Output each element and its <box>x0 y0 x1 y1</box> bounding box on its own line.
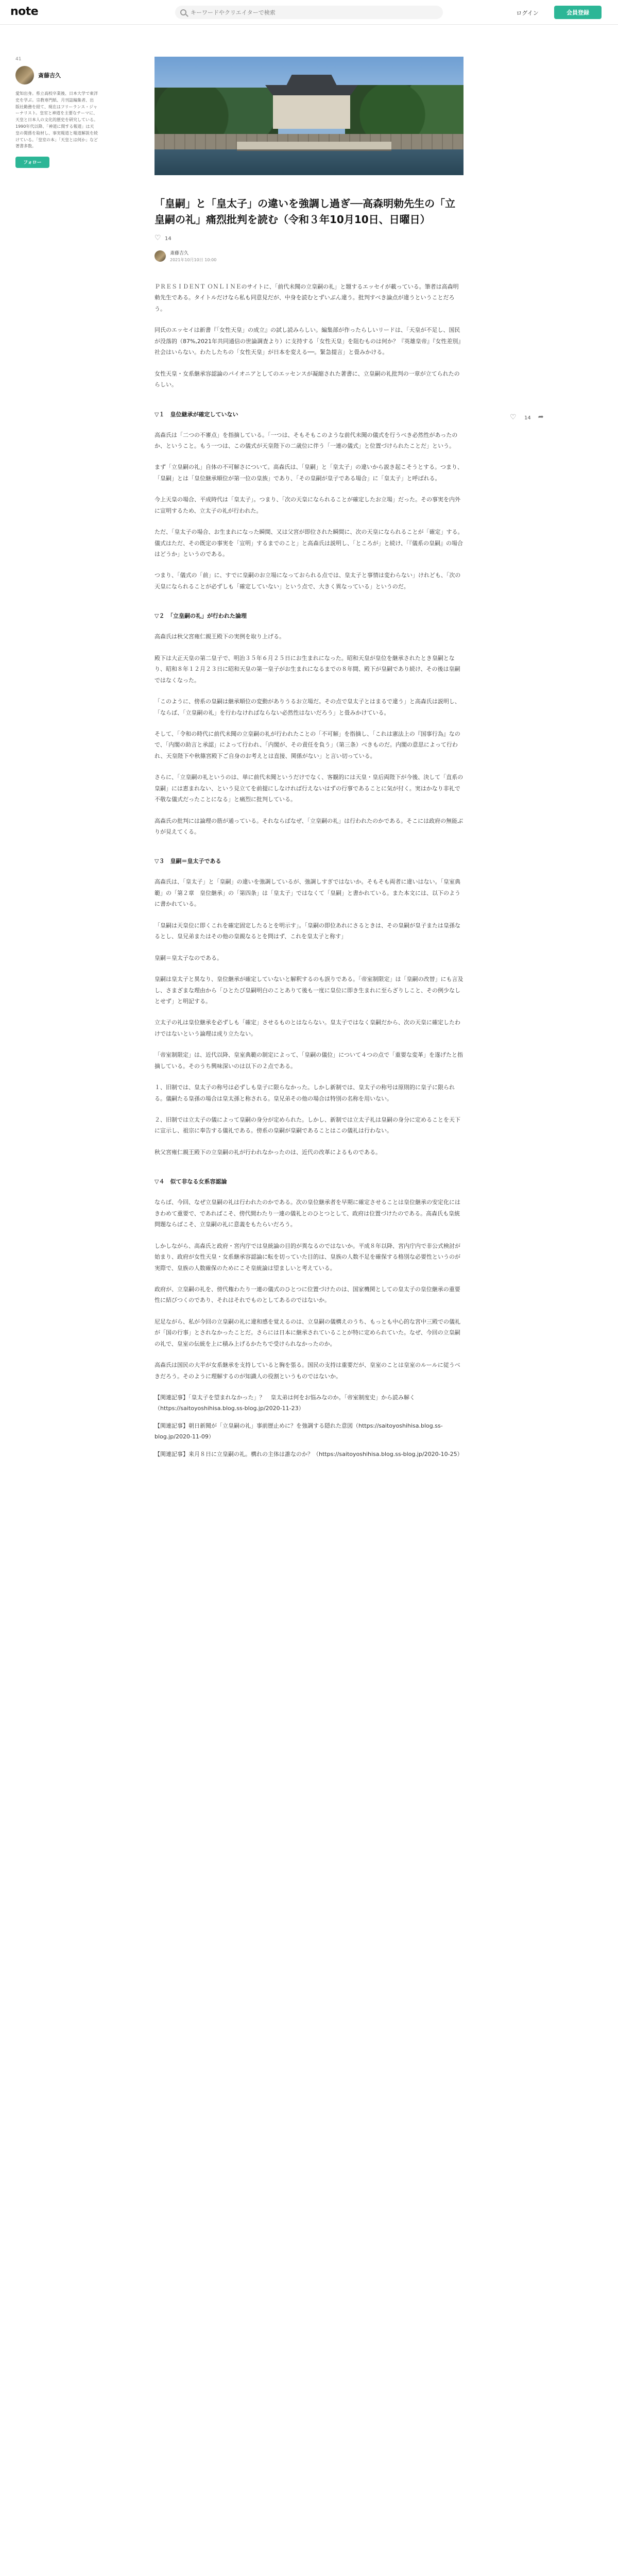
hero-image <box>154 57 464 175</box>
like-row[interactable] <box>154 235 464 242</box>
author-avatar[interactable] <box>154 250 166 262</box>
section-heading-2: ▽２ 「立皇嗣の礼」が行われた論理 <box>154 613 247 620</box>
search-bar[interactable] <box>175 6 443 19</box>
author-name[interactable]: 斎藤吉久 <box>170 251 189 256</box>
paragraph: 高森氏は秋父宮雍仁親王殿下の実例を取り上げる。 <box>154 633 285 640</box>
paragraph: 「皇嗣は天皇位に即くこれを確定固定したるとを明示す」。「皇嗣の即位あれにさるときは、その皇嗣が皇子または皇孫なるとし、皇兄弟またはその他の皇親なるとを問はず、これを皇太子と称す」 <box>154 922 460 940</box>
share-icon[interactable] <box>538 414 545 421</box>
paragraph: 殿下は大正天皇の第二皇子で、明治３５年６月２５日にお生まれになった。昭和天皇が皇位を継承されたとき皇嗣となり、昭和８年１２月２３日に昭和天皇の第一皇子がお生まれになるまでの８年間、殿下が皇嗣であり続け、その後は皇嗣ではなくなった。 <box>154 654 460 684</box>
publish-date: 2021年10月10日 10:00 <box>170 258 217 262</box>
paragraph: ＰＲＥＳＩＤＥＮＴ ＯＮＬＩＮＥのサイトに、「前代未聞の立皇嗣の礼」と題するエッセイが載っている。筆者は高森明勅先生である。タイトルだけなら私も同意見だが、中身を読むとずいぶん違う。批判すべき論点が違うということだろう。 <box>154 283 459 312</box>
article-body <box>154 281 464 1460</box>
paragraph: 女性天皇・女系継承容認論のパイオニアとしてのエッセンスが凝縮された著書に、立皇嗣の礼批判の一章が立てられたのらしい。 <box>154 370 460 388</box>
paragraph: 立太子の礼は皇位継承を必ずしも「確定」させるものとはならない。皇太子ではなく皇嗣だから、次の天皇に確定したわけではないという論理は成り立たない。 <box>154 1019 460 1037</box>
hero-castle-wall <box>273 93 350 129</box>
author-row[interactable] <box>154 249 464 263</box>
hero-castle-roof <box>265 85 358 95</box>
section-heading-4: ▽４ 似て非なる女系容認論 <box>154 1178 227 1185</box>
paragraph: 今上天皇の場合、平成時代は「皇太子」。つまり、「次の天皇になられることが確定したお立場」だった。その事実を内外に宣明するため、立太子の礼が行われた。 <box>154 496 460 514</box>
paragraph: まず「立皇嗣の礼」自体の不可解さについて。高森氏は、「皇嗣」と「皇太子」の違いから説き起こそうとする。つまり、「皇嗣」とは「皇位継承順位が第一位の皇族」であり、「その皇嗣が皇子である場合」に「皇太子」と呼ばれる。 <box>154 464 464 482</box>
search-input[interactable] <box>191 9 427 16</box>
paragraph: そして、「令和の時代に前代未聞の立皇嗣の礼が行われたことの「不可解」を指摘し、「これは憲法上の『国事行為』なので、「内閣の助言と承認」によって行われ、「内閣が、その責任を負う」（第三条）べきものだ。内閣の意思によって行われ、天皇陛下や秋篠宮殿下ご自身のお考えとは直接、関係がない」と言い切っている。 <box>154 730 460 759</box>
paragraph: 皇嗣＝皇太子なのである。 <box>154 954 222 961</box>
article-title: 「皇嗣」と「皇太子」の違いを強調し過ぎ──高森明勅先生の「立皇嗣の礼」痛烈批判を読む（令和３年10月10日、日曜日） <box>154 197 456 226</box>
sidebar-label: 41 <box>15 57 22 62</box>
float-like-count: 14 <box>524 415 531 421</box>
floating-actions <box>510 414 545 421</box>
paragraph: 政府が、立皇嗣の礼を、傍代権わたり一連の儀式のひとつに位置づけたのは、国家機関としての皇太子の皇位継承の重要性に結びつくのであり、それはそれでものとしてあるのではないか。 <box>154 1285 460 1304</box>
avatar[interactable] <box>15 66 34 84</box>
paragraph: さらに、「立皇嗣の礼というのは、単に前代未聞というだけでなく、客観的には天皇・皇后両陛下が今後、決して「直系の皇嗣」には恵まれない、という見立てを前提にしなければ行えないはずの行事であることに気が付く。実はかなり非礼で不敬な儀式だったことになる」と痛烈に批判している。 <box>154 774 464 803</box>
paragraph: 秋父宮雍仁親王殿下の立皇嗣の礼が行われなかったのは、近代の改革によるものである。 <box>154 1148 381 1156</box>
paragraph: 尼足ながら、私が今回の立皇嗣の礼に違和感を覚えるのは、立皇嗣の儀構えのうち、もっとも中心的な宮中三殿での儀礼が「国の行事」とされなかったことだ。さらには日本に継承されていることが特に定められていた。なぜ、今回の立皇嗣の礼で、皇室の伝統を上に積み上げるかたちで受けられなかったのか。 <box>154 1318 460 1347</box>
paragraph: ただ、「皇太子の場合、お生まれになった瞬間、又は父宮が即位された瞬間に、次の天皇になられることが「確定」する。儀式はただ、その既定の事実を「宣明」するまでのこと」と高森氏は説明し、「ところが」と続け、「『儀系の皇嗣』の場合はどうか」というのである。 <box>154 529 464 557</box>
author-meta <box>170 249 216 263</box>
follow-button[interactable]: フォロー <box>15 157 49 168</box>
paragraph: 高森氏は「二つの不審点」を指摘している。「一つは、そもそもこのような前代未聞の儀式を行うべき必然性があったのか、ということ。もう一つは、この儀式が天皇陛下の二歳位に伴う「一連の儀式」と位置づけられたことだ」という。 <box>154 431 458 449</box>
paragraph: ２、旧制では立太子の儀によって皇嗣の身分が定められた。しかし、新制では立太子礼は皇嗣の身分に定めることを天下に宣示し、祖宗に奉告する儀礼である。傍系の皇嗣が皇嗣であることはこの儀礼は行わない。 <box>154 1116 460 1134</box>
paragraph: しかしながら、高森氏と政府・宮内庁では皇統論の目的が異なるのではないか。平成８年以降、宮内庁内で非公式検討が始まり、政府が女性天皇・女系継承容認論に転を切っていた目的は、皇族の人数不足を確保する格別な必要性というのが実際で、皇族の人数確保のためにこそ皇統論は望ましいと考えている。 <box>154 1242 460 1272</box>
section-heading-1: ▽１ 皇位継承が確定していない <box>154 411 238 418</box>
sidebar-bio: 愛知出身。県立高校卒業後、日本大学で東洋史を学ぶ。宗教専門紙、月刊誌編集者、出版社勤務を経て、現在はフリーランス・ジャーナリスト。皇室と神道を主要なテーマに、天皇と日本人の文化的歴史を研究している。1990年代以降、「神道に関する報道」は天皇の関係を取材し、事実報道と報道解説を続けている。「皇室の本」「天皇とは何か」など著書多数。 <box>15 91 98 149</box>
paragraph: 高森氏は、「皇太子」と「皇嗣」の違いを強調しているが、強調しすぎではないか。そもそも両者に違いはない。「皇室典範」の「第２章 皇位継承」の「第四条」は「皇太子」ではなくて「皇嗣」と書かれている。また本文には、以下のように書かれている。 <box>154 878 460 908</box>
section-heading-3: ▽３ 皇嗣＝皇太子である <box>154 858 221 865</box>
paragraph: １、旧制では、皇太子の称号は必ずしも皇子に限らなかった。しかし新制では、皇太子の称号は原則的に皇子に限られる。儀嗣たる皇孫の場合は皇太孫と称される。皇兄弟その他の場合は特別の名称を用いない。 <box>154 1084 455 1102</box>
search-icon <box>180 9 186 15</box>
hero-castle-roof-top <box>283 75 340 86</box>
like-count: 14 <box>165 235 171 242</box>
paragraph: 「帝室制限定」は、近代以降、皇室典範の制定によって、「皇嗣の儀位」について４つの点で「重要な変革」を遂げたと指摘している。そのうち興味深いのは以下の２点である。 <box>154 1052 464 1070</box>
heart-icon[interactable] <box>154 235 162 242</box>
login-button[interactable]: ログイン <box>509 7 546 19</box>
related-link[interactable]: 【関連記事】「皇太子を望まれなかった」？ 皇太弟は何をお悩みなのか。「帝室制度史」から読み解く（https://saitoyoshihisa.blog.ss-blog.jp/2020-11-23） <box>154 1394 415 1412</box>
paragraph: 皇嗣は皇太子と異なり、皇位継承が確定していないと解釈するのも誤りである。「帝室制限定」は「皇嗣の改替」にも言及し、さまざまな理由から「ひとたび皇嗣明白のことありて後も一度に皇位に即き生まれに至らざりしこと、その例少なしとせず」と明記する。 <box>154 976 464 1005</box>
paragraph: 高森氏は国民の大半が女系継承を支持していると胸を張る。国民の支持は重要だが、皇室のことは皇室のルールに従うべきだろう。そのように理解するのが知識人の役割というものではないか。 <box>154 1362 460 1380</box>
sidebar-author[interactable] <box>15 66 98 84</box>
signup-button[interactable]: 会員登録 <box>554 6 602 19</box>
creator-sidebar <box>15 57 98 168</box>
float-heart-icon[interactable] <box>510 414 517 421</box>
note-logo[interactable]: note <box>10 5 39 18</box>
top-header <box>0 0 618 25</box>
paragraph: 同氏のエッセイは新書『「女性天皇」の成立』の試し読みらしい。編集部が作ったらしいリードは、「天皇が不足し、国民が没落的（87%,2021年共同通信の世論調査より）に支持する「女性天皇」を阻むものは何か？『英雄皇帝』『女性差別』社会はいらない。わたしたちの「女性天皇」が日本を変える──。緊急提言」と畳みかける。 <box>154 327 461 356</box>
related-link[interactable]: 【関連記事】来月８日に立皇嗣の礼。構れの主体は誰なのか？（https://saitoyoshihisa.blog.ss-blog.jp/2020-10-25） <box>154 1450 463 1458</box>
article <box>154 57 464 1466</box>
hero-moat <box>154 149 464 175</box>
sidebar-author-name[interactable]: 斎藤吉久 <box>38 72 61 79</box>
paragraph: 高森氏の批判には論理の筋が通っている。それならばなぜ、「立皇嗣の礼」は行われたのかである。そこには政府の無能ぶりが見えてくる。 <box>154 817 464 835</box>
hero-bridge <box>237 142 391 151</box>
paragraph: ならば、今回、なぜ立皇嗣の礼は行われたのかである。次の皇位継承者を早期に確定させることは皇位継承の安定化にはきわめて重要で、であればこそ、傍代間わたり一連の儀礼とのひとつとして、政府は位置づけたのである。高森氏も皇統問題ならばこそ、立皇嗣の礼に意義をもたらいだろう。 <box>154 1199 460 1228</box>
paragraph: 「このように、傍系の皇嗣は継承順位の変動がありうるお立場だ。その点で皇太子とはまるで違う」と高森氏は説明し、「ならば、「立皇嗣の礼」を行わなければならない必然性はないだろう」と畳みかけている。 <box>154 698 460 716</box>
related-links <box>154 1392 464 1460</box>
related-link[interactable]: 【関連記事】朝日新聞が「立皇嗣の礼」事前歴止めに？を強調する隠れた意図（https://saitoyoshihisa.blog.ss-blog.jp/2020-11-09） <box>154 1422 443 1440</box>
paragraph: つまり、「儀式の「前」に、すでに皇嗣のお立場になっておられる点では、皇太子と事情は変わらない」けれども、「次の天皇になられることが必ずしも「確定していない」という点で、大きく異なっている」というのだ。 <box>154 572 461 590</box>
